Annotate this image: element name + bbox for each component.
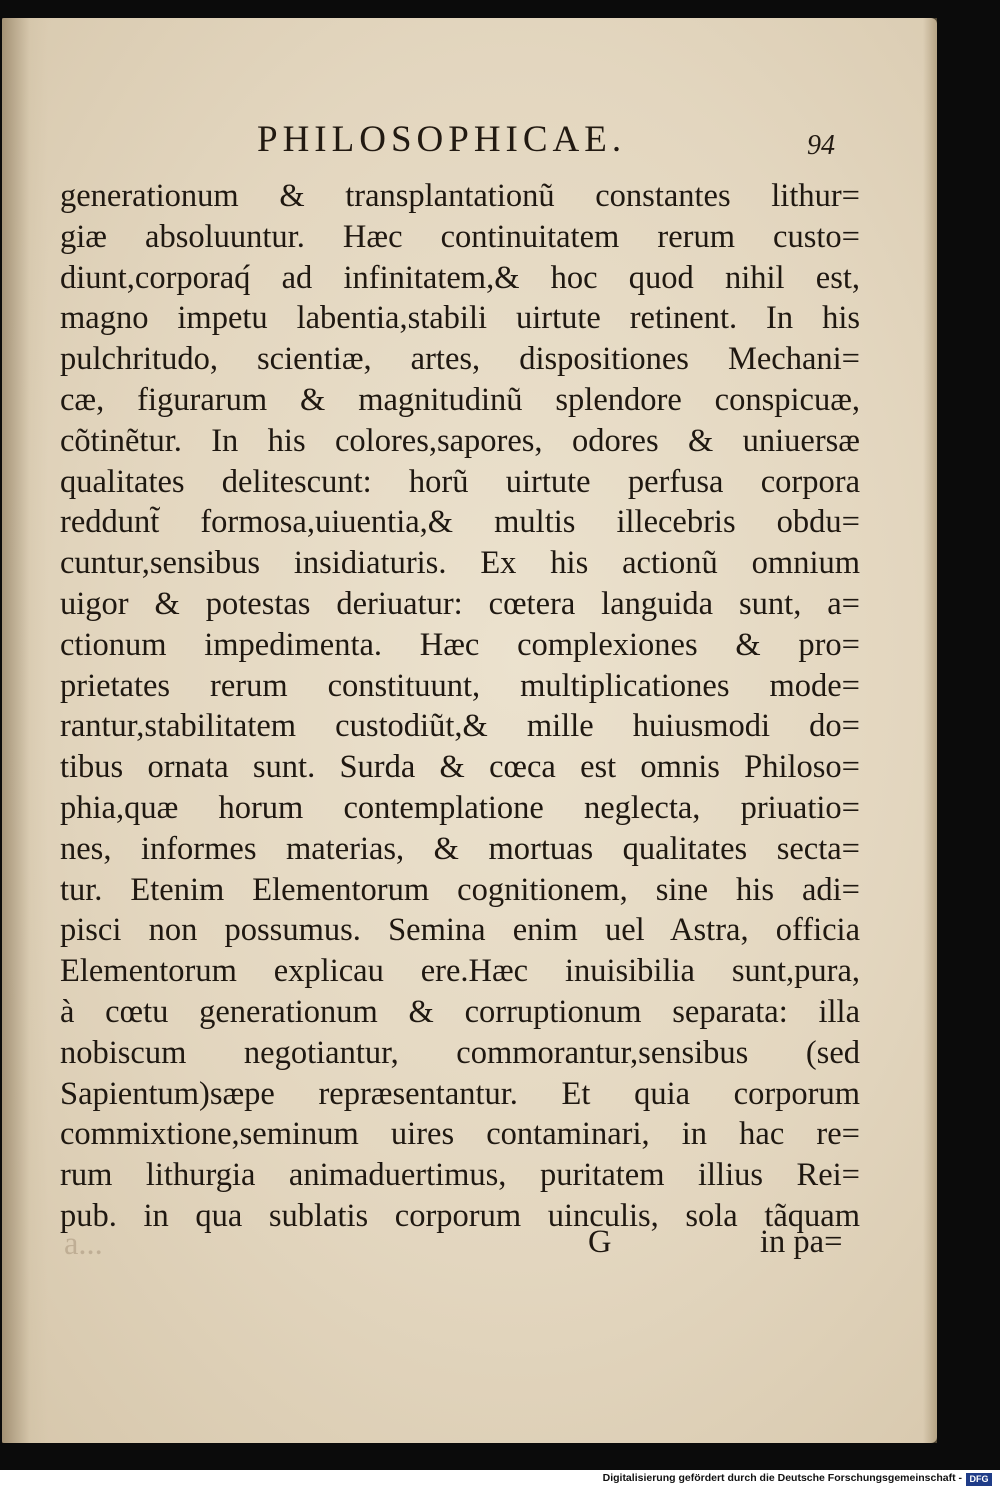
text-line: giæ absoluuntur. Hæc continuitatem rerum custo= <box>60 218 860 255</box>
text-line: pulchritudo, scientiæ, artes, dispositiones Mechani= <box>60 341 860 378</box>
text-line: reddunt̃ formosa,uiuentia,& multis illecebris obdu= <box>60 504 860 541</box>
text-line: Sapientum)sæpe repræsentantur. Et quia corporum <box>60 1075 860 1112</box>
text-line: rum lithurgia animaduertimus, puritatem illius Rei= <box>60 1157 860 1194</box>
text-line: uigor & potestas deriuatur: cœtera languida sunt, a= <box>60 585 860 622</box>
text-line: nobiscum negotiantur, commorantur,sensibus (sed <box>60 1034 860 1071</box>
footer-bar <box>0 1470 1000 1490</box>
text-line: generationum & transplantationũ constantes lithur= <box>60 178 860 214</box>
text-line: diunt,corporaq́ ad infinitatem,& hoc quod nihil est, <box>60 259 860 296</box>
funding-credit: Digitalisierung gefördert durch die Deutsche Forschungsgemeinschaft - <box>602 1472 962 1484</box>
text-line: à cœtu generationum & corruptionum separata: illa <box>60 993 860 1030</box>
page-number: 94 <box>807 130 835 161</box>
text-line: qualitates delitescunt: horũ uirtute perfusa corpora <box>60 463 860 500</box>
text-line: pub. in qua sublatis corporum uinculis, sola tãquam <box>60 1197 860 1234</box>
text-line: tibus ornata sunt. Surda & cœca est omnis Philoso= <box>60 749 860 786</box>
text-line: phia,quæ horum contemplatione neglecta, priuatio= <box>60 789 860 826</box>
text-line: pisci non possumus. Semina enim uel Astra, officia <box>60 912 860 949</box>
text-line: cõtinẽtur. In his colores,sapores, odores & uniuersæ <box>60 422 860 459</box>
signature-mark: G <box>588 1224 612 1260</box>
page-edge-shadow <box>923 18 937 1443</box>
catch-line <box>60 1224 860 1268</box>
text-line: commixtione,seminum uires contaminari, in hac re= <box>60 1116 860 1153</box>
dfg-logo-icon: DFG <box>966 1473 992 1486</box>
text-line: tur. Etenim Elementorum cognitionem, sine his adi= <box>60 871 860 908</box>
faint-offset-word: a... <box>64 1226 103 1262</box>
text-line: ctionum impedimenta. Hæc complexiones & pro= <box>60 626 860 663</box>
binding-shadow <box>2 18 48 1443</box>
text-line: prietates rerum constituunt, multiplicationes mode= <box>60 667 860 704</box>
text-line: magno impetu labentia,stabili uirtute retinent. In his <box>60 300 860 337</box>
text-line: rantur,stabilitatem custodiũt,& mille huiusmodi do= <box>60 708 860 745</box>
body-text <box>60 176 860 1237</box>
book-page <box>2 18 937 1443</box>
running-head: PHILOSOPHICAE. <box>257 119 627 160</box>
text-line: Elementorum explicau ere.Hæc inuisibilia sunt,pura, <box>60 953 860 990</box>
text-line: cæ, figurarum & magnitudinũ splendore conspicuæ, <box>60 381 860 418</box>
text-line: cuntur,sensibus insidiaturis. Ex his actionũ omnium <box>60 545 860 582</box>
catchword: in pa= <box>760 1224 843 1260</box>
text-line: nes, informes materias, & mortuas qualitates secta= <box>60 830 860 867</box>
